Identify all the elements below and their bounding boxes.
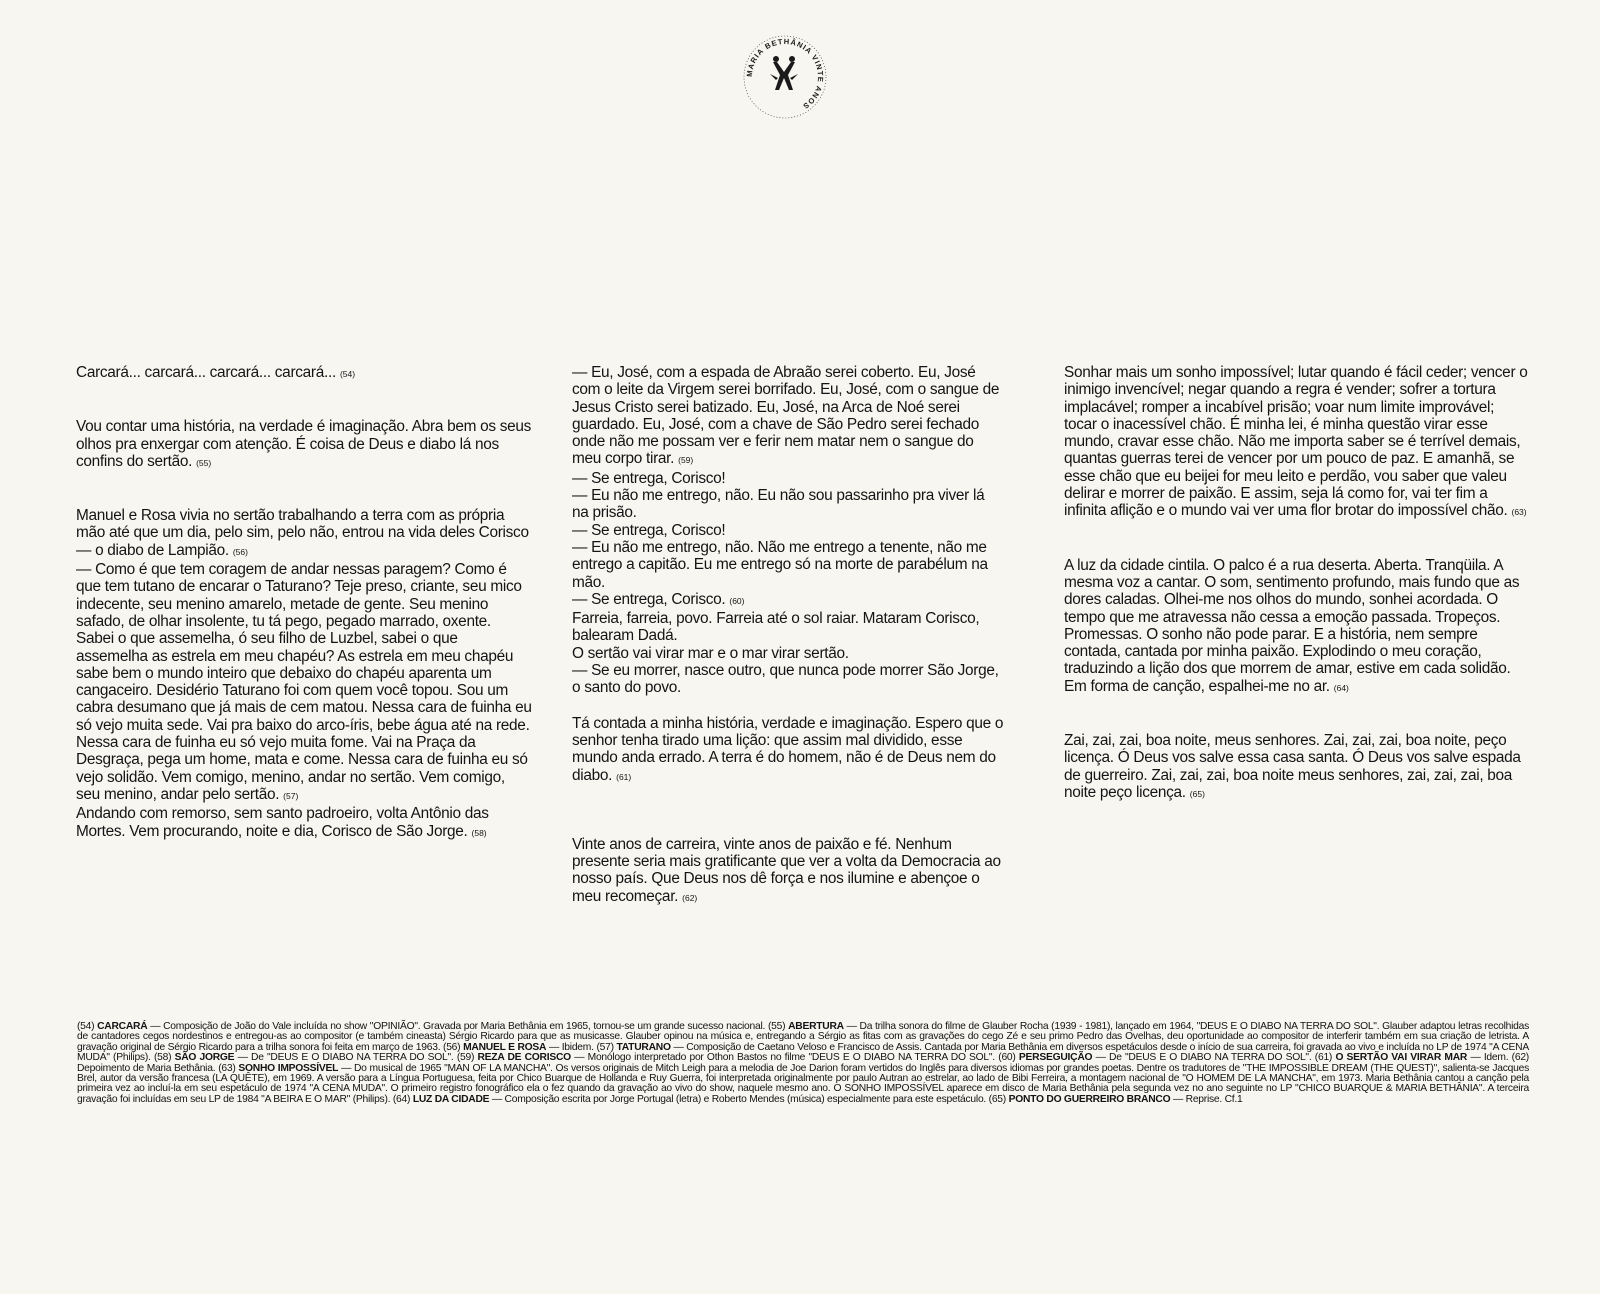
footnote: (59) REZA DE CORISCO — Monólogo interpretado por Othon Bastos no filme "DEUS E O DIABO NA TERRA DO SOL". — [456, 1052, 995, 1064]
footnote: (62) Depoimento de Maria Bethânia. — [77, 1052, 1529, 1074]
verse: Tá contada a minha história, verdade e imaginação. Espero que o senhor tenha tirado uma lição: que assim mal dividido, esse mundo anda errado. A terra é do homem, não é de Deus nem do diabo. (61) — [572, 714, 1004, 784]
footnote: (61) O SERTÃO VAI VIRAR MAR — Idem. — [1314, 1052, 1509, 1064]
verse: — Se entrega, Corisco! — [572, 521, 726, 539]
footnote: (64) LUZ DA CIDADE — Composição escrita por Jorge Portugal (letra) e Roberto Mendes (música) especialmente para este espetáculo. — [392, 1093, 987, 1105]
verse: — Como é que tem coragem de andar nessas paragem? Como é que tem tutano de encarar o Taturano? Teje preso, criante, seu mico indecente, seu menino amarelo, metade de gente. Seu menino safado, de olhar insolente, tu tá pego, pegado marrado, oxente. Sabei o que assemelha, ó seu filho de Luzbel, sabei o que assemelha as estrela em meu chapéu? As estrela em meu chapéu sabe bem o mundo inteiro que debaixo do chapéu aparenta um cangaceiro. Desidério Taturano foi com quem você topou. Sou um cabra desumano que já mais de cem matou. Nessa cara de fuinha eu só vejo muita sede. Vai pra baixo do arco-íris, bebe água até na rede. Nessa cara de fuinha eu só vejo muita fome. Vai na Praça da Desgraça, pega um home, mata e come. Nessa cara de fuinha eu só vejo solidão. Vem comigo, menino, andar no sertão. Vem comigo, seu menino, andar pelo sertão. (57) — [76, 561, 532, 803]
verse: Manuel e Rosa vivia no sertão trabalhando a terra com as própria mão até que um dia, pelo sim, pelo não, entrou na vida deles Corisco — o diabo de Lampião. (56) — [76, 507, 529, 559]
seal-icon — [740, 32, 830, 122]
footnote: (60) PERSEGUIÇÃO — De "DEUS E O DIABO NA TERRA DO SOL". — [998, 1052, 1312, 1064]
verse: A luz da cidade cintila. O palco é a rua deserta. Aberta. Tranqüila. A mesma voz a cantar. O som, sentimento profundo, mais fundo que as dores caladas. Olhei-me nos olhos do mundo, sonhei acordada. O tempo que me atravessa não cessa a emoção passada. Tropeços. Promessas. O sonho não pode parar. E a história, nem sempre contada, cantada por minha paixão. Explodindo o meu coração, traduzindo a lição dos que morrem de amar, estive em cada solidão. Em forma de canção, espalhei-me no ar. (64) — [1064, 556, 1520, 695]
maria-bethania-vinte-anos-seal — [740, 32, 830, 122]
verse: Andando com remorso, sem santo padroeiro, volta Antônio das Mortes. Vem procurando, noite e dia, Corisco de São Jorge. (58) — [76, 805, 489, 840]
footnote: (57) TATURANO — Composição de Caetano Veloso e Francisco de Assis. Cantada por Maria Bethânia em diversos espetáculos desde o início de sua carreira, foi gravada ao vivo e incluída no LP de 1974 "A CENA MUDA" (Philips). — [77, 1041, 1529, 1064]
column-2 — [572, 364, 1004, 907]
footnote: (58) SÃO JORGE — De "DEUS E O DIABO NA TERRA DO SOL". — [153, 1052, 454, 1064]
verse: Carcará... carcará... carcará... carcará... (54) — [76, 364, 356, 381]
footnote: (54) CARCARÁ — Composição de João do Vale incluída no show "OPINIÃO". Gravada por Maria Bethânia em 1965, tornou-se um grande sucesso nacional. — [77, 1021, 766, 1032]
column-1 — [76, 364, 532, 842]
verse: — Eu não me entrego, não. Eu não sou passarinho pra viver lá na prisão. — [572, 487, 985, 522]
verse: Vinte anos de carreira, vinte anos de paixão e fé. Nenhum presente seria mais gratificante que ver a volta da Democracia ao nosso país. Que Deus nos dê força e nos ilumine e abençoe o meu recomeçar. (62) — [572, 835, 1001, 905]
verse: — Eu não me entrego, não. Não me entrego a tenente, não me entrego a capitão. Eu me entrego só na morte de parabélum na mão. — [572, 538, 988, 591]
column-3 — [1064, 364, 1528, 803]
footnote: (55) ABERTURA — Da trilha sonora do filme de Glauber Rocha (1939 - 1981), lançado em 1964, "DEUS E O DIABO NA TERRA DO SOL". Glauber adaptou letras recolhidas de cantadores cegos nordestinos e entregou-as ao compositor (e também cineasta) Sérgio Ricardo para que as musicasse. Glauber opinou na música e, entregando a Sérgio as fitas com as gravações do cego Zé e seu primo Pedro das Ovelhas, deu oportunidade ao compositor de interferir também em sua criação de letrista. A gravação original de Sérgio Ricardo para a trilha sonora foi feita em março de 1963. — [77, 1021, 1529, 1053]
verse: — Eu, José, com a espada de Abraão serei coberto. Eu, José com o leite da Virgem serei borrifado. Eu, José, com o sangue de Jesus Cristo serei batizado. Eu, José, na Arca de Noé serei guardado. Eu, José, com a chave de São Pedro serei fechado onde não me possam ver e ferir nem matar nem o sangue do meu corpo tirar. (59) — [572, 364, 1000, 468]
verse: Vou contar uma história, na verdade é imaginação. Abra bem os seus olhos pra enxergar com atenção. É coisa de Deus e diabo lá nos confins do sertão. (55) — [76, 418, 532, 470]
verse: Zai, zai, zai, boa noite, meus senhores. Zai, zai, zai, boa noite, peço licença. Ó Deus vos salve essa casa santa. Ó Deus vos salve espada de guerreiro. Zai, zai, zai, boa noite meus senhores, zai, zai, zai, boa noite peço licença. (65) — [1064, 732, 1521, 801]
seal-text: MARIA BETHÂNIA VINTE ANOS — [744, 36, 826, 112]
verse: — Se entrega, Corisco. (60) — [572, 590, 745, 608]
verse: Sonhar mais um sonho impossível; lutar quando é fácil ceder; vencer o inimigo invencível; negar quando a regra é vender; sofrer a tortura implacável; romper a incabível prisão; voar num limite improvável; tocar o inacessível chão. É minha lei, é minha questão virar esse mundo, cravar esse chão. Não me importa saber se é terrível demais, quantas guerras terei de vencer por um pouco de paz. E amanhã, se esse chão que eu beijei for meu leito e perdão, vou saber que valeu delirar e morrer de paixão. E assim, seja lá como for, vai ter fim a infinita aflição e o mundo vai ver uma flor brotar do impossível chão. (63) — [1064, 364, 1528, 520]
footnote: (65) PONTO DO GUERREIRO BRANCO — Reprise. Cf.1 — [988, 1093, 1243, 1105]
footnote: (63) SONHO IMPOSSÍVEL — Do musical de 1965 "MAN OF LA MANCHA". Os versos originais de Mitch Leigh para a melodia de Joe Darion foram vertidos do Inglês para diversos idiomas por grandes poetas. Dentre os tradutores de "THE IMPOSSIBLE DREAM (THE QUEST)", salienta-se Jacques Brel, autor da versão francesa (LA QUÊTE), em 1969. A versão para a Língua Portuguesa, feita por Chico Buarque de Hollanda e Ruy Guerra, foi interpretada originalmente por paulo Autran ao estrelar, ao lado de Bibi Ferreira, a montagem nacional de "O HOMEM DE LA MANCHA", em 1973. Maria Bethânia cantou a canção pela primeira vez ao incluí-la em seu espetáculo de 1974 "A CENA MUDA". O primeiro registro fonográfico ela o fez quando da gravação ao vivo do show, naquele mesmo ano. O SONHO IMPOSSÍVEL aparece em disco de Maria Bethânia pela segunda vez no ano seguinte no LP "CHICO BUARQUE & MARIA BETHÂNIA". A terceira gravação foi incluídas em seu LP de 1984 "A BEIRA E O MAR" (Philips). — [77, 1062, 1529, 1105]
footnote: (56) MANUEL E ROSA — Ibidem. — [443, 1041, 594, 1053]
verse: — Se eu morrer, nasce outro, que nunca pode morrer São Jorge, o santo do povo. — [572, 662, 999, 697]
verse: — Se entrega, Corisco! — [572, 469, 726, 487]
verse: Farreia, farreia, povo. Farreia até o sol raiar. Mataram Corisco, balearam Dadá. — [572, 610, 980, 645]
verse: O sertão vai virar mar e o mar virar sertão. — [572, 644, 849, 662]
footnotes — [77, 1022, 1529, 1105]
